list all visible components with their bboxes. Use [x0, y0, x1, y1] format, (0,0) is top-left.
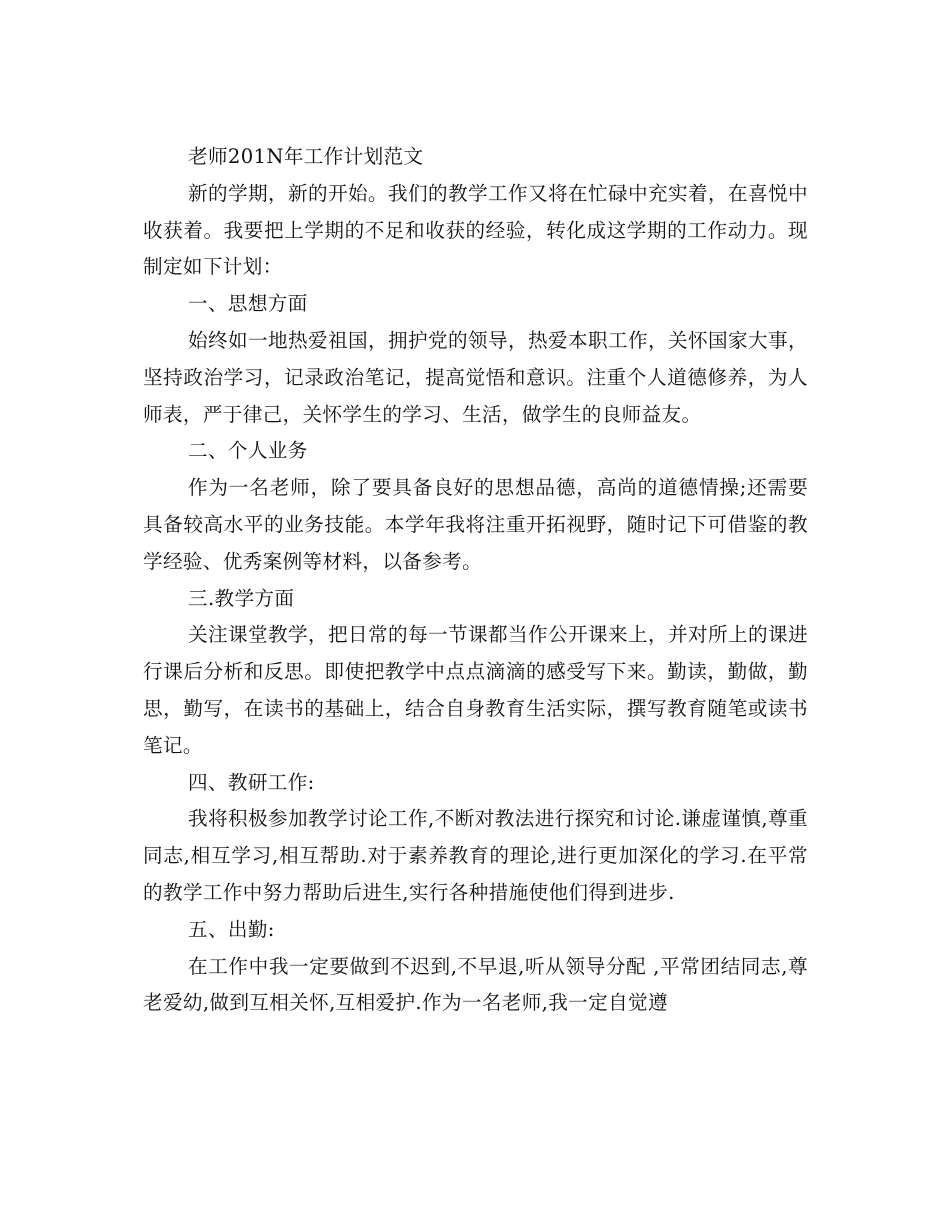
section-heading-business: 二、个人业务	[188, 439, 308, 463]
section-body-teaching: 关注课堂教学，把日常的每一节课都当作公开课来上，并对所上的课进行课后分析和反思。即使把教学中点点滴滴的感受写下来。勤读，勤做，勤思，勤写，在读书的基础上，结合自身教育生活实际，撰写教育随笔或读书笔记。	[143, 623, 808, 757]
document-content	[143, 139, 808, 1022]
section-body-research: 我将积极参加教学讨论工作,不断对教法进行探究和讨论.谦虚谨慎,尊重同志,相互学习,相互帮助.对于素养教育的理论,进行更加深化的学习.在平常的教学工作中努力帮助后进生,实行各种措施使他们得到进步.	[143, 807, 808, 904]
section-heading-teaching: 三.教学方面	[188, 586, 295, 610]
section-heading-attendance: 五、出勤:	[188, 917, 275, 941]
section-heading-research: 四、教研工作:	[188, 770, 315, 794]
document-title: 老师201N年工作计划范文	[188, 145, 424, 168]
section-body-business: 作为一名老师，除了要具备良好的思想品德，高尚的道德情操;还需要具备较高水平的业务技能。本学年我将注重开拓视野，随时记下可借鉴的教学经验、优秀案例等材料，以备参考。	[143, 476, 808, 573]
section-heading-thought: 一、思想方面	[188, 292, 308, 316]
intro-paragraph: 新的学期，新的开始。我们的教学工作又将在忙碌中充实着，在喜悦中收获着。我要把上学期的不足和收获的经验，转化成这学期的工作动力。现制定如下计划：	[143, 181, 808, 279]
section-body-attendance: 在工作中我一定要做到不迟到,不早退,听从领导分配 ,平常团结同志,尊老爱幼,做到互相关怀,互相爱护.作为一名老师,我一定自觉遵	[143, 954, 808, 1015]
section-body-thought: 始终如一地热爱祖国，拥护党的领导，热爱本职工作，关怀国家大事，坚持政治学习，记录政治笔记，提高觉悟和意识。注重个人道德修养，为人师表，严于律己，关怀学生的学习、生活，做学生的良师益友。	[143, 328, 808, 426]
